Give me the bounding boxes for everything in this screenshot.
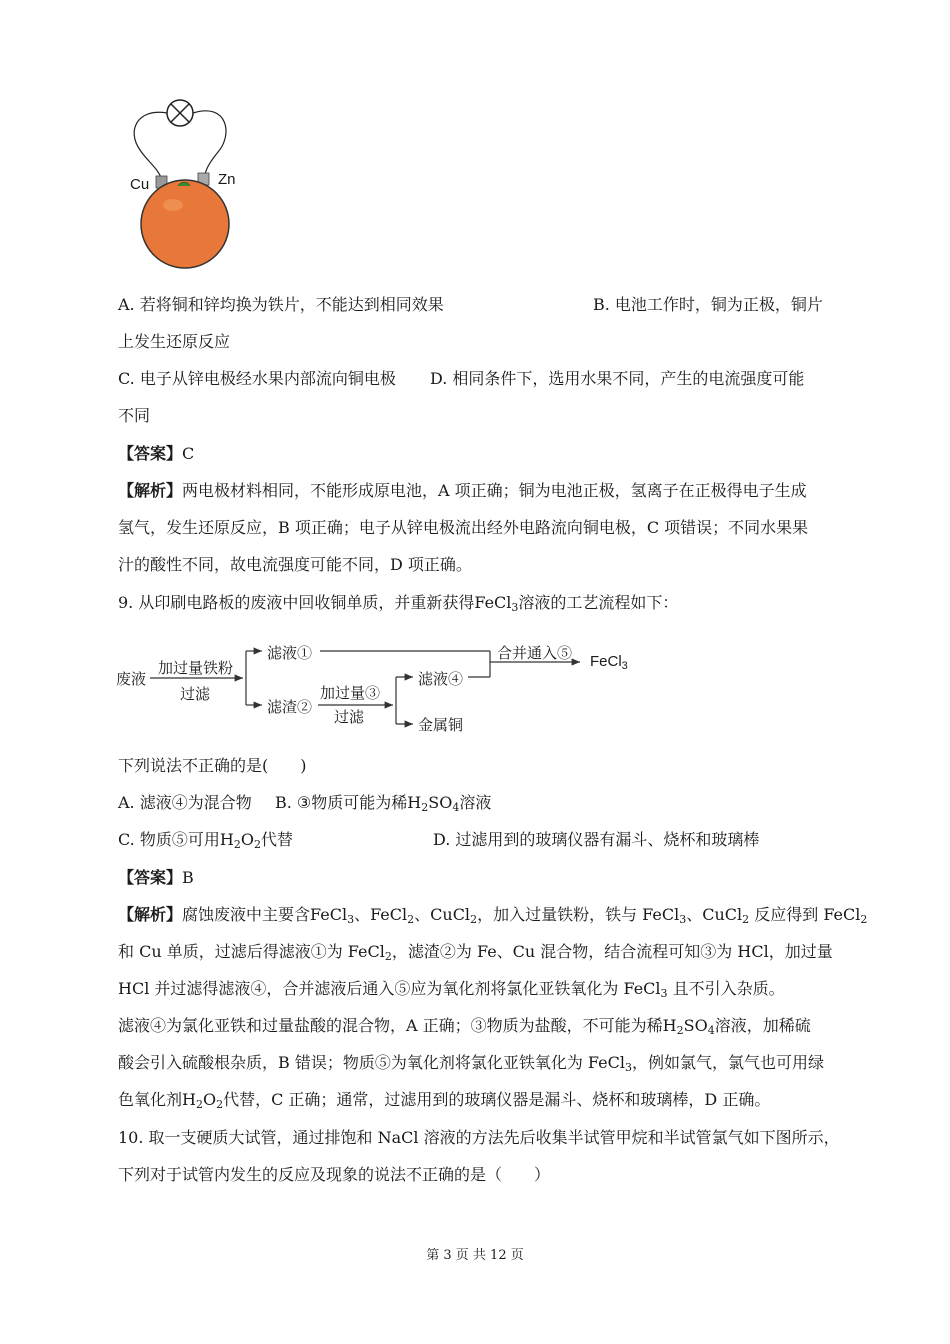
zn-label: Zn bbox=[218, 171, 236, 188]
flow-add-iron: 加过量铁粉 bbox=[158, 659, 234, 677]
q9-option-c: C. 物质⑤可用$H_2O_2$代替 bbox=[118, 830, 293, 851]
q9-option-a: A. 滤液④为混合物 bbox=[118, 793, 252, 812]
q9-stem: 9. 从印刷电路板的废液中回收铜单质，并重新获得FeCl$_3$溶液的工艺流程如下： bbox=[118, 593, 679, 614]
answer-label: 【答案】 bbox=[118, 444, 183, 463]
flow-filter2: 过滤 bbox=[334, 708, 365, 726]
answer-label: 【答案】 bbox=[118, 868, 183, 887]
q9-analysis-line5: 酸会引入硫酸根杂质，B 错误；物质⑤为氧化剂将氯化亚铁氧化为 FeCl$_3$，例如氯气，氯气也可用绿 bbox=[118, 1053, 825, 1074]
flow-product: FeCl$_3$ bbox=[590, 653, 628, 672]
q9-option-b: B. ③物质可能为稀$H_2SO_4$溶液 bbox=[275, 793, 492, 814]
answer-value: C bbox=[182, 444, 195, 463]
q8-option-a: A. 若将铜和锌均换为铁片，不能达到相同效果 bbox=[118, 295, 444, 314]
q9-analysis-line6: 色氧化剂$H_2O_2$代替，C 正确；通常，过滤用到的玻璃仪器是漏斗、烧杯和玻璃棒，D 正确。 bbox=[118, 1090, 771, 1111]
flow-residue2: 滤渣② bbox=[267, 698, 313, 716]
q8-option-c: C. 电子从锌电极经水果内部流向铜电极 bbox=[118, 369, 396, 388]
q9-analysis-line4: 滤液④为氯化亚铁和过量盐酸的混合物，A 正确；③物质为盐酸，不可能为稀$H_2SO_4$溶液，加稀硫 bbox=[118, 1016, 811, 1037]
q9-analysis-line2: 和 Cu 单质，过滤后得滤液①为 FeCl$_2$，滤渣②为 Fe、Cu 混合物，结合流程可知③为 HCl，加过量 bbox=[118, 942, 833, 963]
flow-copper: 金属铜 bbox=[418, 716, 464, 734]
page-footer: 第 3 页 共 12 页 bbox=[426, 1248, 524, 1263]
q9-option-d: D. 过滤用到的玻璃仪器有漏斗、烧杯和玻璃棒 bbox=[433, 830, 760, 849]
q8-option-d-cont: 不同 bbox=[118, 406, 151, 425]
analysis-label: 【解析】 bbox=[118, 481, 183, 500]
q8-option-b-cont: 上发生还原反应 bbox=[118, 332, 231, 351]
q8-analysis-line1: 【解析】两电极材料相同，不能形成原电池，A 项正确；铜为电池正极，氢离子在正极得电子生成 bbox=[118, 481, 807, 500]
cu-label: Cu bbox=[130, 176, 150, 193]
q9-question: 下列说法不正确的是( ) bbox=[118, 756, 307, 775]
q8-analysis-line3: 汁的酸性不同，故电流强度可能不同，D 项正确。 bbox=[118, 555, 472, 574]
flow-add3: 加过量③ bbox=[320, 684, 381, 702]
flow-filtrate1: 滤液① bbox=[267, 644, 313, 662]
q8-option-d: D. 相同条件下，选用水果不同，产生的电流强度可能 bbox=[430, 369, 805, 388]
flow-filter1: 过滤 bbox=[180, 685, 211, 703]
q10-stem-line1: 10. 取一支硬质大试管，通过排饱和 NaCl 溶液的方法先后收集半试管甲烷和半试管氯气如下图所示， bbox=[118, 1128, 840, 1147]
q9-analysis-line3: HCl 并过滤得滤液④，合并滤液后通入⑤应为氧化剂将氯化亚铁氧化为 FeCl$_3$ 且不引入杂质。 bbox=[118, 979, 785, 1000]
flow-waste: 废液 bbox=[116, 670, 147, 688]
analysis-label: 【解析】 bbox=[118, 905, 183, 924]
q8-option-b: B. 电池工作时，铜为正极，铜片 bbox=[593, 295, 823, 314]
q9-answer bbox=[118, 868, 194, 888]
answer-value: B bbox=[182, 868, 194, 887]
q8-analysis-line2: 氢气，发生还原反应，B 项正确；电子从锌电极流出经外电路流向铜电极，C 项错误；不同水果果 bbox=[118, 518, 809, 537]
q9-analysis-line1: 【解析】腐蚀废液中主要含FeCl$_3$、FeCl$_2$、CuCl$_2$，加入过量铁粉，铁与 FeCl$_3$、CuCl$_2$ 反应得到 FeCl$_2$ bbox=[118, 905, 868, 926]
flow-filtrate4: 滤液④ bbox=[418, 670, 464, 688]
flow-combine: 合并通入⑤ bbox=[497, 644, 573, 662]
q10-stem-line2: 下列对于试管内发生的反应及现象的说法不正确的是（ ） bbox=[118, 1165, 551, 1184]
